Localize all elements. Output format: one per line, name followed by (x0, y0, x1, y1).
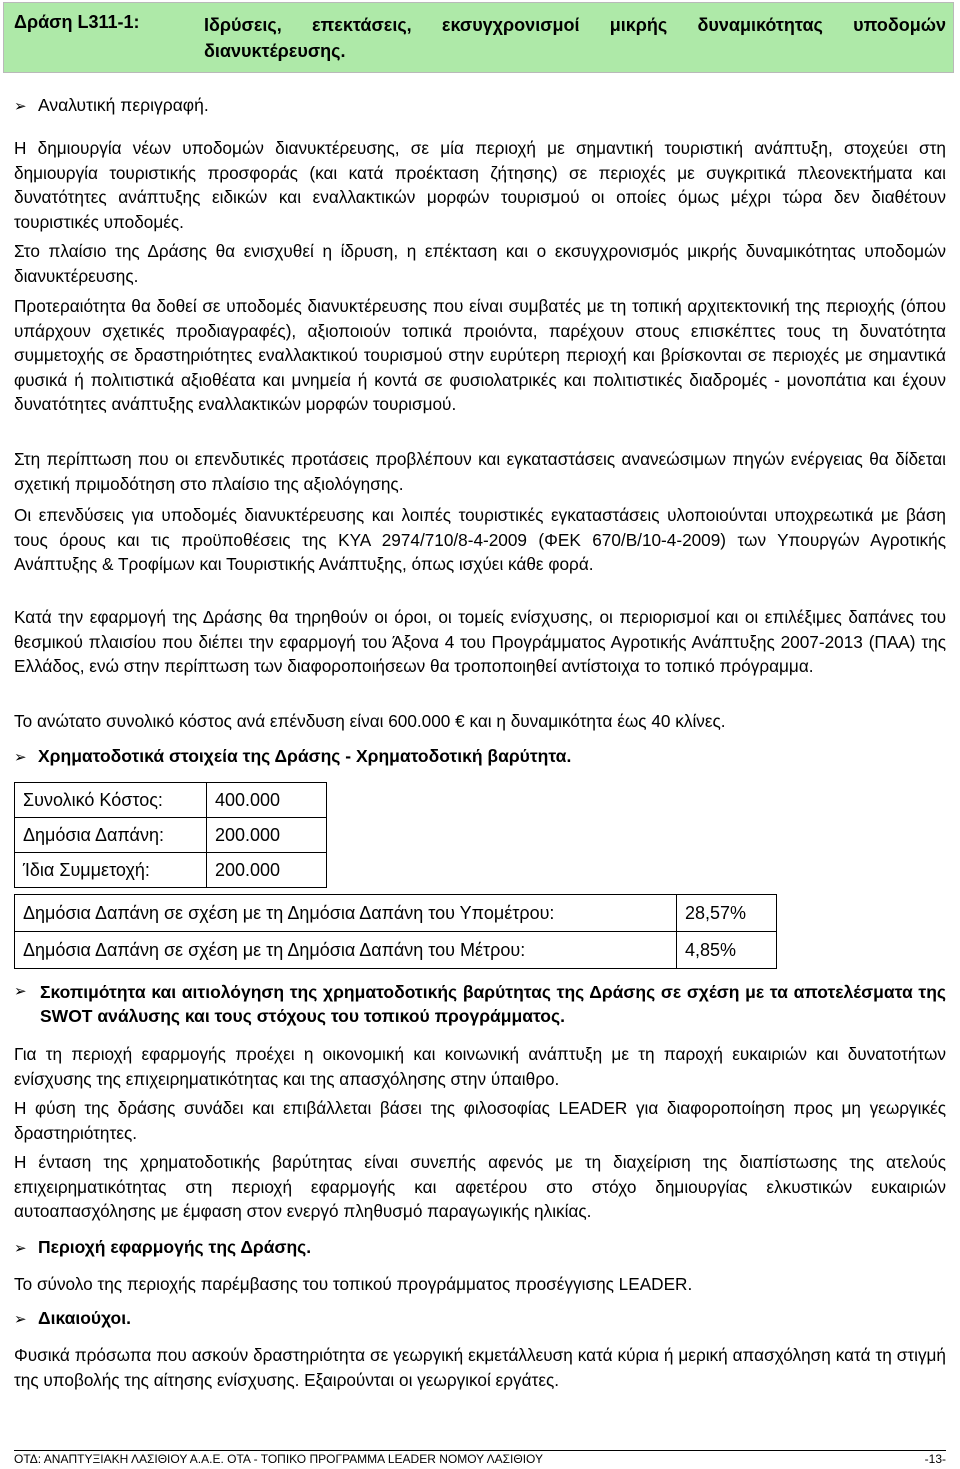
financial-ratio-table (14, 894, 777, 969)
table-row (15, 895, 777, 932)
table-row (15, 932, 777, 969)
total-cost-value: 400.000 (207, 783, 327, 818)
footer-divider (14, 1450, 946, 1451)
public-expenditure-value: 200.000 (207, 818, 327, 853)
goal-paragraph-1: Για τη περιοχή εφαρμογής προέχει η οικονομική και κοινωνική ανάπτυξη με τη παροχή ευκαιριών και δυνατοτήτων ενίσχυσης της επιχειρηματικότητας και της απασχόλησης στην ύπαιθρο. (14, 1044, 946, 1089)
goal-heading-row (14, 980, 946, 1028)
submeasure-ratio-label: Δημόσια Δαπάνη σε σχέση με τη Δημόσια Δαπάνη του Υπομέτρου: (15, 895, 677, 932)
submeasure-ratio-value: 28,57% (677, 895, 777, 932)
goal-heading: Σκοπιμότητα και αιτιολόγηση της χρηματοδοτικής βαρύτητας της Δράσης σε σχέση με τα αποτελέσματα της SWOT ανάλυσης και τους στόχους του τοπικού προγράμματος. (40, 982, 946, 1026)
own-contribution-value: 200.000 (207, 853, 327, 888)
paragraph-5: Οι επενδύσεις για υποδομές διανυκτέρευσης και λοιπές τουριστικές εγκαταστάσεις υλοποιούνται υποχρεωτικά με βάση τους όρους και τις προϋποθέσεις της ΚΥΑ 2974/710/8-4-2009 (ΦΕΚ 670/Β/10-4-2009) των Υπουργών Αγροτικής Ανάπτυξης & Τροφίμων και Τουριστικής Ανάπτυξης, όπως ισχύει κάθε φορά. (14, 505, 946, 574)
area-text: Το σύνολο της περιοχής παρέμβασης του τοπικού προγράμματος προσέγγισης LEADER. (14, 1274, 693, 1294)
arrow-bullet-icon: ➢ (14, 98, 27, 115)
goal-paragraph-2: Η φύση της δράσης συνάδει και επιβάλλεται βάσει της φιλοσοφίας LEADER για διαφοροποίηση προς μη γεωργικές δραστηριότητες. (14, 1098, 946, 1143)
table-row (15, 783, 327, 818)
area-heading: Περιοχή εφαρμογής της Δράσης. (38, 1237, 312, 1257)
arrow-bullet-icon: ➢ (14, 1311, 27, 1328)
table-row (15, 853, 327, 888)
arrow-bullet-icon: ➢ (14, 749, 27, 766)
description-heading-row (14, 95, 209, 116)
beneficiaries-heading-row (14, 1308, 131, 1329)
footer-org: ΟΤΔ: ΑΝΑΠΤΥΞΙΑΚΗ ΛΑΣΙΘΙΟΥ Α.Α.Ε. ΟΤΑ - ΤΟΠΙΚΟ ΠΡΟΓΡΑΜΜΑ LEADER ΝΟΜΟΥ ΛΑΣΙΘΙΟΥ (14, 1452, 543, 1466)
paragraph-7: Το ανώτατο συνολικό κόστος ανά επένδυση είναι 600.000 € και η δυναμικότητα έως 40 κλίνες. (14, 711, 726, 731)
paragraph-3: Προτεραιότητα θα δοθεί σε υποδομές διανυκτέρευσης που είναι συμβατές με τη τοπική αρχιτεκτονική της περιοχής (όπου υπάρχουν σχετικές προδιαγραφές), αξιοποιούν τοπικά προιόντα, παρέχουν στους επισκέπτες τους τη δυνατότητα συμμετοχής σε δραστηριότητες εναλλακτικού τουρισμού στην ευρύτερη περιοχή και βρίσκονται σε περιοχές με σημαντικά φυσικά ή πολιτιστικά αξιοθέατα και μνημεία ή κοντά σε φυσιολατρικές και πολιτιστικές διαδρομές - μονοπάτια και έχουν δυνατότητες ανάπτυξης εναλλακτικών μορφών τουρισμού. (14, 296, 946, 414)
area-heading-row (14, 1237, 311, 1258)
paragraph-6: Κατά την εφαρμογή της Δράσης θα τηρηθούν οι όροι, οι τομείς ενίσχυσης, οι περιορισμοί και οι επιλέξιμες δαπάνες του θεσμικού πλαισίου που διέπει την εφαρμογή του Άξονα 4 του Προγράμματος Αγροτικής Ανάπτυξης 2007-2013 (ΠΑΑ) της Ελλάδος, ενώ στην περίπτωση των διαφοροποιήσεων θα τροποποιηθεί αντίστοιχα το τοπικό πρόγραμμα. (14, 607, 946, 676)
total-cost-label: Συνολικό Κόστος: (15, 783, 207, 818)
arrow-bullet-icon: ➢ (14, 983, 27, 1000)
beneficiaries-heading: Δικαιούχοι. (38, 1308, 131, 1328)
beneficiaries-text: Φυσικά πρόσωπα που ασκούν δραστηριότητα σε γεωργική εκμετάλλευση κατά κύρια ή μερική απασχόληση κατά τη στιγμή της υποβολής της αίτησης ενίσχυσης. Εξαιρούνται οι γεωργικοί εργάτες. (14, 1345, 946, 1390)
own-contribution-label: Ίδια Συμμετοχή: (15, 853, 207, 888)
paragraph-2: Στο πλαίσιο της Δράσης θα ενισχυθεί η ίδρυση, η επέκταση και ο εκσυγχρονισμός μικρής δυναμικότητας υποδομών διανυκτέρευσης. (14, 241, 946, 286)
financial-table (14, 782, 327, 888)
action-title: Ιδρύσεις, επεκτάσεις, εκσυγχρονισμοί μικρής δυναμικότητας υποδομών διανυκτέρευσης. (204, 15, 946, 61)
public-expenditure-label: Δημόσια Δαπάνη: (15, 818, 207, 853)
measure-ratio-label: Δημόσια Δαπάνη σε σχέση με τη Δημόσια Δαπάνη του Μέτρου: (15, 932, 677, 969)
financial-heading: Χρηματοδοτικά στοιχεία της Δράσης - Χρηματοδοτική βαρύτητα. (38, 746, 572, 766)
action-code: Δράση L311-1: (14, 12, 140, 32)
goal-paragraph-3: Η ένταση της χρηματοδοτικής βαρύτητας είναι συνεπής αφενός με τη διαχείριση της διαπίστωσης της ατελούς επιχειρηματικότητας στη περιοχή εφαρμογής και αφετέρου στο στόχο δημιουργίας ελκυστικών ευκαιριών αυτοαπασχόλησης με έμφαση στον ενεργό πληθυσμό παραγωγικής ηλικίας. (14, 1152, 946, 1221)
financial-heading-row (14, 746, 571, 767)
action-header (3, 2, 954, 73)
paragraph-1: Η δημιουργία νέων υποδομών διανυκτέρευσης, σε μία περιοχή με σημαντική τουριστική ανάπτυξη, στοχεύει στη δημιουργία τουριστικής προσφοράς (και κατά προέκταση ζήτησης) σε περιοχές με συγκριτικά πλεονεκτήματα και δυνατότητες ανάπτυξης ειδικών και εναλλακτικών μορφών τουρισμού οι οποίες όμως μέχρι τώρα δεν διαθέτουν τουριστικές υποδομές. (14, 138, 946, 232)
measure-ratio-value: 4,85% (677, 932, 777, 969)
description-heading: Αναλυτική περιγραφή. (38, 95, 209, 115)
arrow-bullet-icon: ➢ (14, 1240, 27, 1257)
paragraph-4: Στη περίπτωση που οι επενδυτικές προτάσεις προβλέπουν και εγκαταστάσεις ανανεώσιμων πηγών ενέργειας θα δίδεται σχετική πριμοδότηση στο πλαίσιο της αξιολόγησης. (14, 449, 946, 494)
table-row (15, 818, 327, 853)
page-number: -13- (924, 1452, 946, 1466)
